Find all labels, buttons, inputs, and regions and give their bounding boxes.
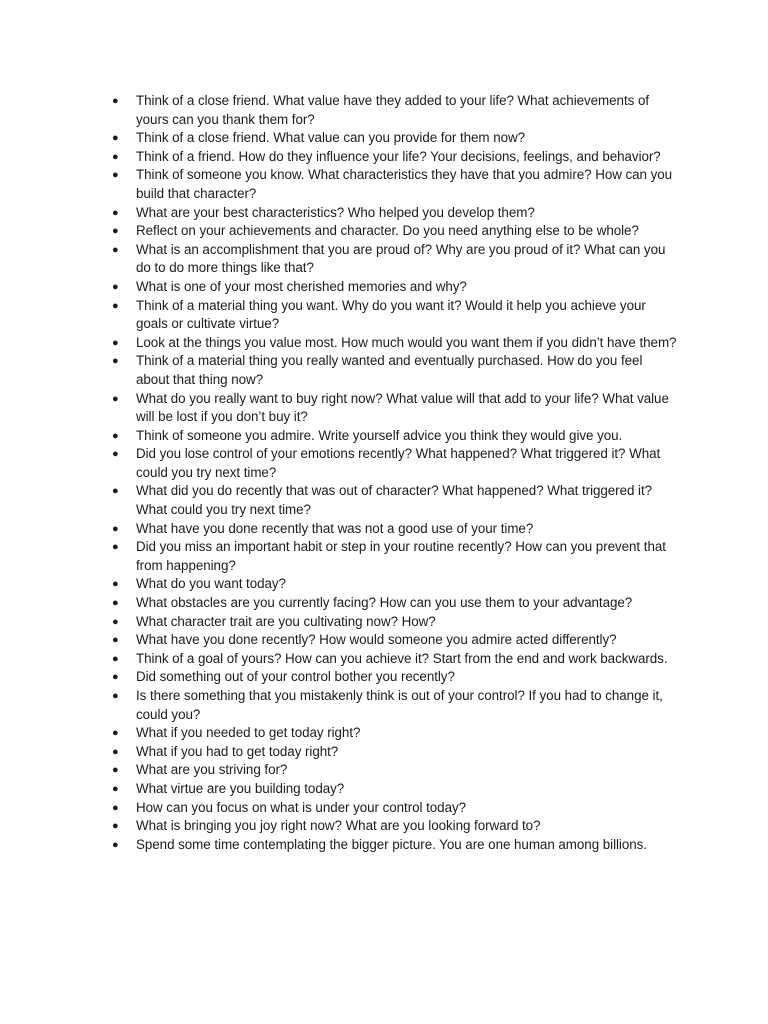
bullet-icon: ● xyxy=(112,336,119,349)
bullet-icon: ● xyxy=(112,169,119,182)
list-item xyxy=(108,631,678,650)
bullet-icon: ● xyxy=(112,485,119,498)
bullet-icon: ● xyxy=(112,132,119,145)
list-item xyxy=(108,92,678,129)
prompt-text: Think of a material thing you want. Why do you want it? Would it help you achieve your goals or cultivate virtue? xyxy=(136,297,646,332)
bullet-icon: ● xyxy=(112,541,119,554)
prompt-text: What if you had to get today right? xyxy=(136,743,339,759)
bullet-icon: ● xyxy=(112,280,119,293)
prompt-text: Think of someone you admire. Write yourself advice you think they would give you. xyxy=(136,427,623,443)
prompt-text: What is one of your most cherished memories and why? xyxy=(136,278,467,294)
prompt-text: What if you needed to get today right? xyxy=(136,725,361,741)
prompt-text: What do you really want to buy right now? What value will that add to your life? What value will be lost if you don’t buy it? xyxy=(136,390,669,425)
list-item xyxy=(108,668,678,687)
list-item xyxy=(108,129,678,148)
list-item xyxy=(108,650,678,669)
list-item xyxy=(108,538,678,575)
list-item xyxy=(108,278,678,297)
prompt-text: Look at the things you value most. How much would you want them if you didn’t have them? xyxy=(136,334,677,350)
bullet-icon: ● xyxy=(112,299,119,312)
bullet-icon: ● xyxy=(112,95,119,107)
list-item xyxy=(108,817,678,836)
list-item xyxy=(108,613,678,632)
prompt-text: What character trait are you cultivating now? How? xyxy=(136,613,436,629)
bullet-icon: ● xyxy=(112,578,119,591)
bullet-icon: ● xyxy=(112,206,119,219)
prompt-text: Reflect on your achievements and character. Do you need anything else to be whole? xyxy=(136,223,639,239)
bullet-icon: ● xyxy=(112,727,119,740)
bullet-icon: ● xyxy=(112,243,119,256)
prompt-text: What have you done recently? How would someone you admire acted differently? xyxy=(136,632,617,648)
list-item xyxy=(108,334,678,353)
prompt-text: Think of a goal of yours? How can you achieve it? Start from the end and work backwards. xyxy=(136,650,668,666)
prompt-text: What obstacles are you currently facing? How can you use them to your advantage? xyxy=(136,595,633,611)
bullet-icon: ● xyxy=(112,652,119,665)
list-item xyxy=(108,594,678,613)
prompt-text: Think of a friend. How do they influence your life? Your decisions, feelings, and behavior? xyxy=(136,148,661,164)
bullet-icon: ● xyxy=(112,690,119,702)
bullet-icon: ● xyxy=(112,597,119,610)
prompt-text: Spend some time contemplating the bigger picture. You are one human among billions. xyxy=(136,836,647,852)
list-item xyxy=(108,390,678,427)
list-item xyxy=(108,743,678,762)
list-item xyxy=(108,352,678,389)
prompt-text: What is an accomplishment that you are proud of? Why are you proud of it? What can you do to do more things like that? xyxy=(136,241,666,276)
prompt-text: Did you lose control of your emotions recently? What happened? What triggered it? What could you try next time? xyxy=(136,446,661,480)
list-item xyxy=(108,241,678,278)
bullet-icon: ● xyxy=(112,150,119,163)
list-item xyxy=(108,166,678,203)
bullet-icon: ● xyxy=(112,671,119,684)
bullet-icon: ● xyxy=(112,801,119,814)
list-item xyxy=(108,780,678,799)
prompt-text: Did you miss an important habit or step in your routine recently? How can you prevent that from happening? xyxy=(136,539,666,573)
prompt-text: Is there something that you mistakenly think is out of your control? If you had to change it, could you? xyxy=(136,688,663,722)
list-item xyxy=(108,445,678,482)
prompt-text: Think of a material thing you really wanted and eventually purchased. How do you feel about that thing now? xyxy=(136,353,643,387)
prompt-text: Think of someone you know. What characteristics they have that you admire? How can you build that character? xyxy=(136,167,673,201)
prompt-text: What are you striving for? xyxy=(136,762,288,778)
prompt-text: What have you done recently that was not a good use of your time? xyxy=(136,520,534,536)
list-item xyxy=(108,204,678,223)
prompt-text: What virtue are you building today? xyxy=(136,780,345,796)
list-item xyxy=(108,724,678,743)
list-item xyxy=(108,799,678,818)
list-item xyxy=(108,687,678,724)
bullet-icon: ● xyxy=(112,615,119,628)
list-item xyxy=(108,836,678,855)
list-item xyxy=(108,427,678,446)
bullet-icon: ● xyxy=(112,634,119,647)
list-item xyxy=(108,297,678,334)
bullet-icon: ● xyxy=(112,522,119,535)
bullet-icon: ● xyxy=(112,355,119,368)
prompt-text: Think of a close friend. What value have they added to your life? What achievements of yours can you thank them for? xyxy=(136,93,650,127)
prompt-text: How can you focus on what is under your control today? xyxy=(136,799,467,815)
prompt-text: What are your best characteristics? Who helped you develop them? xyxy=(136,204,535,220)
bullet-icon: ● xyxy=(112,448,119,461)
list-item xyxy=(108,520,678,539)
prompt-text: What do you want today? xyxy=(136,576,286,592)
list-item xyxy=(108,222,678,241)
prompt-text: Did something out of your control bother you recently? xyxy=(136,669,455,685)
list-item xyxy=(108,148,678,167)
prompt-text: Think of a close friend. What value can you provide for them now? xyxy=(136,130,526,146)
bullet-icon: ● xyxy=(112,225,119,238)
bullet-icon: ● xyxy=(112,838,119,851)
prompt-text: What did you do recently that was out of character? What happened? What triggered it? What could you try next time? xyxy=(136,483,653,518)
bullet-icon: ● xyxy=(112,745,119,758)
bullet-icon: ● xyxy=(112,782,119,795)
prompt-text: What is bringing you joy right now? What are you looking forward to? xyxy=(136,818,541,834)
bullet-icon: ● xyxy=(112,820,119,833)
list-item xyxy=(108,761,678,780)
bullet-icon: ● xyxy=(112,429,119,442)
list-item xyxy=(108,575,678,594)
list-item xyxy=(108,482,678,519)
journal-prompt-list xyxy=(108,92,678,854)
bullet-icon: ● xyxy=(112,764,119,777)
bullet-icon: ● xyxy=(112,392,119,405)
